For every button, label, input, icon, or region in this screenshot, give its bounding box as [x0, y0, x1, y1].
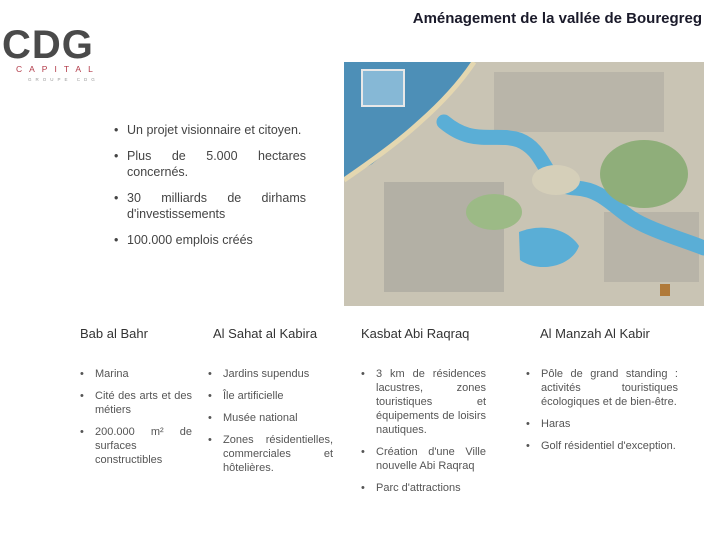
column-item: • Haras — [526, 417, 678, 431]
map-city-block — [494, 72, 664, 132]
column-al-sahat-al-kabira — [208, 326, 333, 483]
column-item: • Pôle de grand standing : activités touristiques écologiques et de bien-être. — [526, 367, 678, 409]
column-kasbat-abi-raqraq — [361, 326, 486, 503]
map-island — [532, 165, 580, 195]
column-item: • 3 km de résidences lacustres, zones touristiques et équipements de loisirs nautiques. — [361, 367, 486, 437]
column-title: Al Manzah Al Kabir — [540, 326, 650, 341]
column-al-manzah-al-kabir — [526, 326, 678, 461]
intro-bullet: • Plus de 5.000 hectares concernés. — [114, 148, 306, 180]
map-green-area — [600, 140, 688, 208]
column-item-list — [208, 367, 333, 475]
valley-aerial-map — [344, 62, 704, 306]
column-item: • Musée national — [208, 411, 333, 425]
column-item: • Parc d'attractions — [361, 481, 486, 495]
column-item: • Marina — [80, 367, 192, 381]
column-title: Kasbat Abi Raqraq — [361, 326, 470, 341]
column-item: • Jardins supendus — [208, 367, 333, 381]
svg-text:GROUPE CDG: GROUPE CDG — [28, 77, 99, 82]
column-item-list — [526, 367, 678, 453]
intro-bullet: • 30 milliards de dirhams d'investissements — [114, 190, 306, 222]
column-item-list — [80, 367, 192, 467]
column-bab-al-bahr — [80, 326, 192, 475]
column-item: • 200.000 m² de surfaces constructibles — [80, 425, 192, 467]
column-title: Al Sahat al Kabira — [213, 326, 318, 341]
svg-text:CAPITAL: CAPITAL — [16, 64, 100, 74]
column-title: Bab al Bahr — [80, 326, 148, 341]
intro-bullet: • 100.000 emplois créés — [114, 232, 306, 248]
map-tower-marker — [660, 284, 670, 296]
column-item: • Cité des arts et des métiers — [80, 389, 192, 417]
column-item: • Création d'une Ville nouvelle Abi Raqraq — [361, 445, 486, 473]
cdg-capital-logo — [2, 22, 122, 84]
page-title: Aménagement de la vallée de Bouregreg — [412, 10, 702, 27]
column-item: • Zones résidentielles, commerciales et hôtelières. — [208, 433, 333, 475]
map-harbor — [362, 70, 404, 106]
svg-text:CDG: CDG — [2, 23, 94, 67]
map-green-area — [466, 194, 522, 230]
intro-bullet: • Un projet visionnaire et citoyen. — [114, 122, 306, 138]
column-item: • Golf résidentiel d'exception. — [526, 439, 678, 453]
column-item-list — [361, 367, 486, 495]
intro-bullet-list — [114, 122, 306, 258]
column-item: • Île artificielle — [208, 389, 333, 403]
